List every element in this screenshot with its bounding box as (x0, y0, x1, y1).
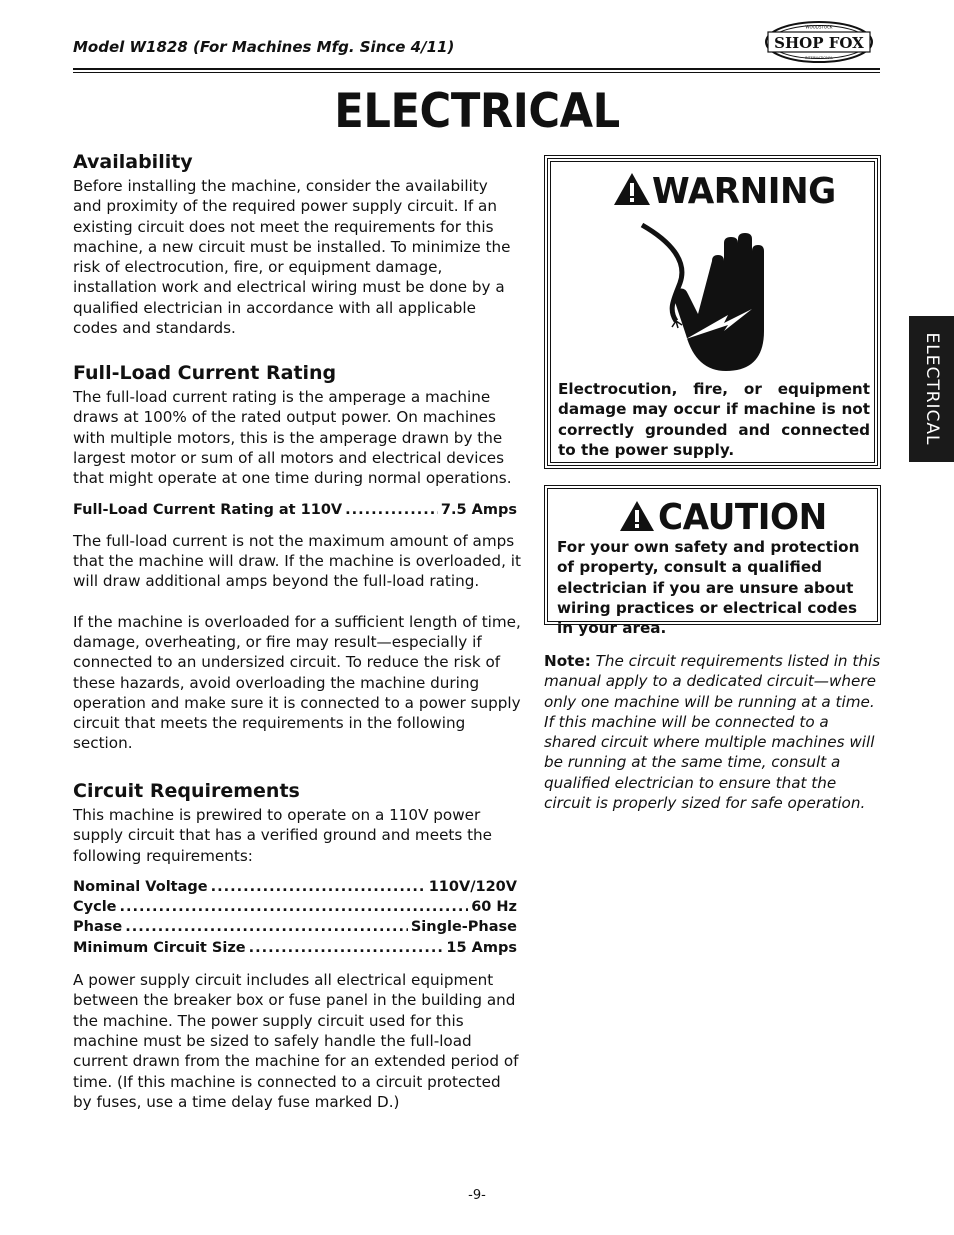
circuit-body-2: A power supply circuit includes all electrical equipment between the breaker box or fuse panel in the building and the machine. The power supply circuit used for this machine must be sized to safely handle the full-load current drawn from the machine for an extended period of time. (If this machine is connected to a circuit protected by fuses, use a time delay fuse marked D.) (73, 971, 519, 1111)
spec-value: Single-Phase (410, 919, 517, 936)
side-tab-label: ELECTRICAL (921, 332, 942, 446)
svg-text:SHOP FOX: SHOP FOX (774, 34, 864, 52)
note-text: The circuit requirements listed in this manual apply to a dedicated circuit—where only one machine will be running at a time. If this machine will be connected to a shared circuit where multiple machines will be running at the same time, consult a qualified electrician to ensure that the circuit is properly sized for safe operation. (544, 652, 881, 813)
availability-heading: Availability (73, 151, 193, 173)
circuit-specs (73, 877, 517, 958)
electrocution-hand-icon (640, 221, 790, 371)
leader-dots (249, 938, 444, 958)
warning-title: WARNING (652, 171, 836, 212)
spec-label: Full-Load Current Rating at 110V (73, 502, 343, 519)
caution-triangle-icon (618, 499, 656, 533)
full-load-section (73, 361, 521, 754)
circuit-heading: Circuit Requirements (73, 780, 300, 802)
spec-row (73, 917, 517, 937)
shop-fox-logo (764, 20, 874, 64)
page-title: ELECTRICAL (334, 84, 620, 139)
caution-text: For your own safety and protection of property, consult a qualified electrician if you are unsure about wiring practices or electrical codes in your area. (557, 538, 860, 638)
full-load-heading: Full-Load Current Rating (73, 362, 337, 384)
leader-dots (120, 897, 469, 917)
spec-label: Minimum Circuit Size (73, 939, 246, 956)
full-load-body-3: If the machine is overloaded for a sufficient length of time, damage, overheating, or fire may result—especially if connected to an undersized circuit. To reduce the risk of these hazards, avoid overloading the machine during operation and make sure it is connected to a power supply circuit that meets the requirements in the following section. (73, 612, 521, 753)
spec-row (73, 877, 517, 897)
spec-value: 110V/120V (428, 878, 517, 895)
spec-value: 7.5 Amps (440, 502, 517, 519)
circuit-section (73, 779, 521, 1112)
svg-text:INTERNATIONAL: INTERNATIONAL (804, 56, 834, 60)
availability-section (73, 150, 521, 338)
full-load-body-2: The full-load current is not the maximum amount of amps that the machine will draw. If the machine is overloaded, it will draw additional amps beyond the full-load rating. (73, 531, 521, 591)
header-rule (73, 68, 880, 70)
spec-label: Nominal Voltage (73, 878, 208, 895)
header-rule-thin (73, 72, 880, 73)
availability-body: Before installing the machine, consider the availability and proximity of the required power supply circuit. If an existing circuit does not meet the requirements for this machine, a new circuit must be installed. To minimize the risk of electrocution, fire, or equipment damage, installation work and electrical wiring must be done by a qualified electrician in accordance with all applicable codes and standards. (73, 177, 511, 338)
page-number: -9- (468, 1188, 486, 1203)
section-side-tab (909, 316, 954, 462)
note-block (544, 651, 884, 813)
svg-text:WOODSTOCK: WOODSTOCK (805, 24, 833, 30)
caution-title: CAUTION (658, 497, 827, 538)
spec-label: Cycle (73, 899, 117, 916)
leader-dots (211, 877, 426, 897)
model-header: Model W1828 (For Machines Mfg. Since 4/11) (73, 38, 455, 56)
spec-value: 15 Amps (446, 939, 517, 956)
leader-dots (345, 500, 438, 520)
spec-row (73, 897, 517, 917)
warning-triangle-icon (612, 171, 652, 207)
caution-box (544, 485, 881, 638)
leader-dots (125, 917, 408, 937)
spec-value: 60 Hz (471, 899, 517, 916)
warning-text: Electrocution, fire, or equipment damage may occur if machine is not correctly grounded and connected to the power supply. (558, 380, 870, 459)
spec-label: Phase (73, 919, 123, 936)
full-load-body: The full-load current rating is the amperage a machine draws at 100% of the rated output power. On machines with multiple motors, this is the amperage drawn by the largest motor or sum of all motors and electrical devices that might operate at one time during normal operations. (73, 388, 512, 488)
full-load-spec (73, 500, 517, 520)
note-label: Note: (544, 652, 591, 670)
spec-row (73, 938, 517, 958)
warning-box (544, 155, 881, 469)
circuit-body: This machine is prewired to operate on a 110V power supply circuit that has a verified ground and meets the following requirements: (73, 806, 493, 865)
